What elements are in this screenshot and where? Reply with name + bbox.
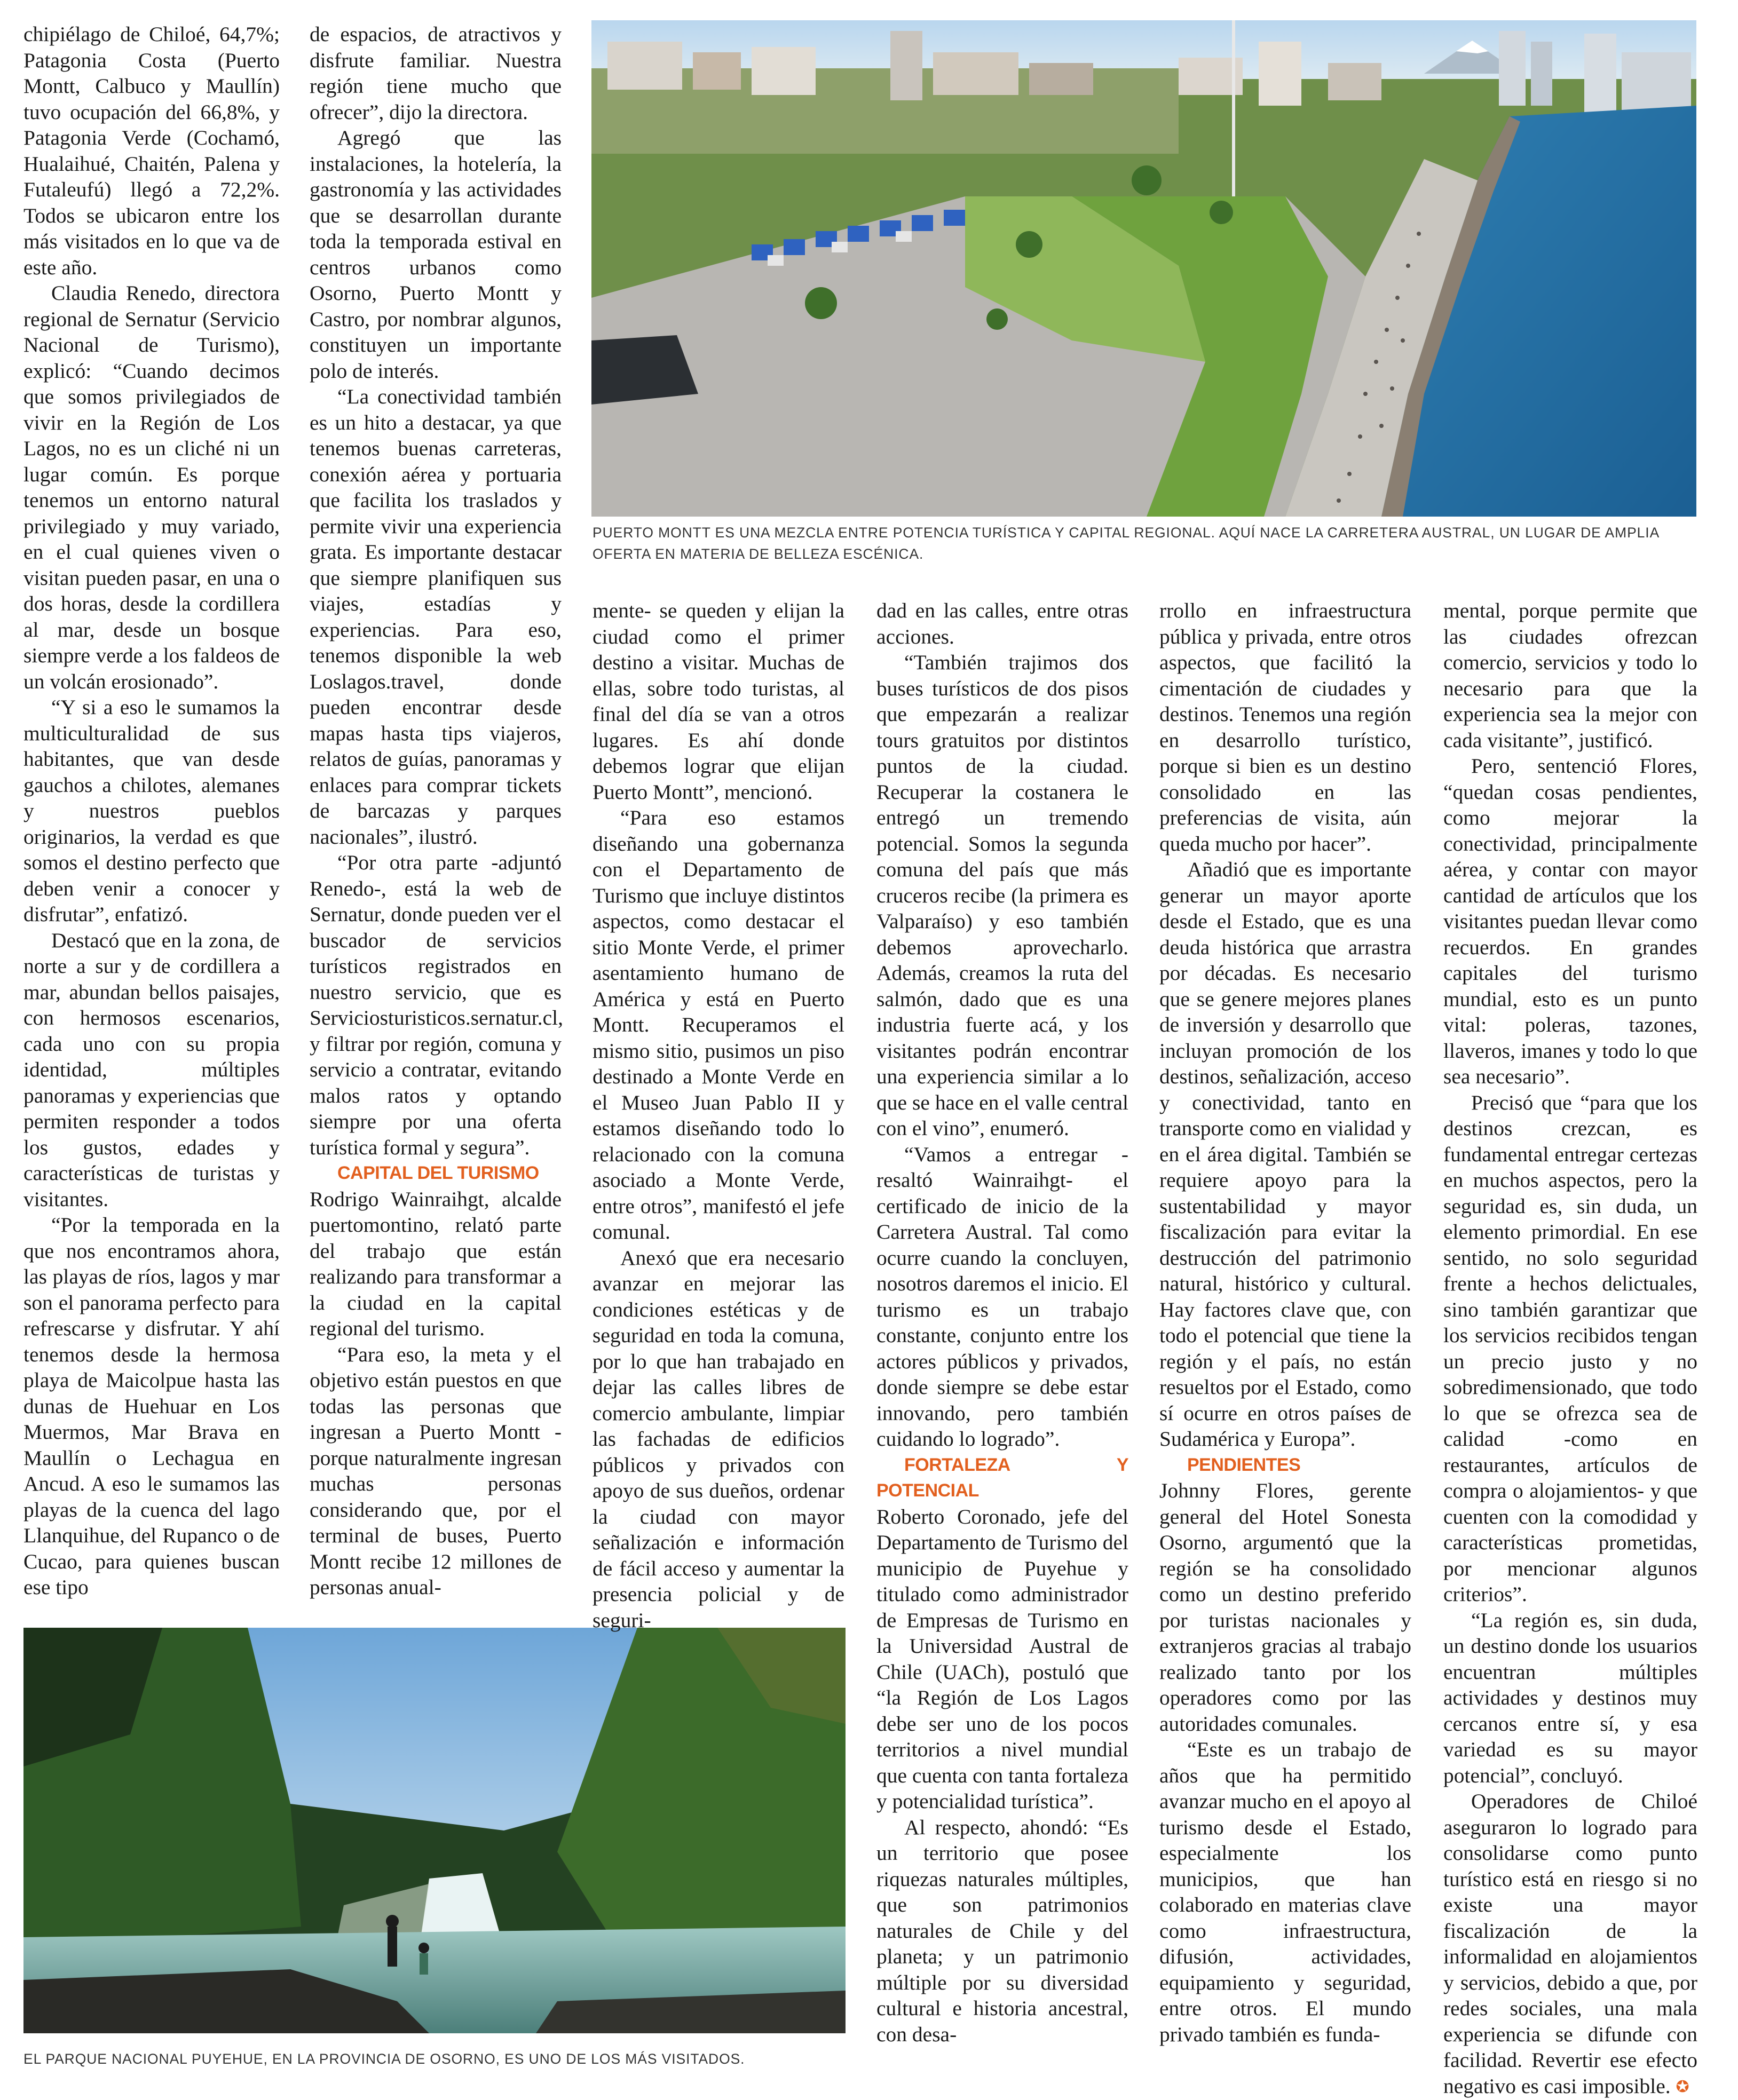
- puyehue-caption: EL PARQUE NACIONAL PUYEHUE, EN LA PROVINCIA DE OSORNO, ES UNO DE LOS MÁS VISITADOS.: [23, 2051, 745, 2067]
- closing-paragraph-text: Operadores de Chiloé aseguraron lo logrado para consolidarse como punto turístico está en riesgo si no existe una mayor fiscalización de la informalidad en alojamientos y servicios, debido a que, por redes sociales, una mala experiencia se difunde con facilidad. Revertir ese efecto negativo es casi imposible.: [1443, 1789, 1697, 2098]
- paragraph: “Por otra parte -adjuntó Renedo-, está la web de Sernatur, donde pueden ver el buscador de servicios turísticos registrados en nuestro servicio, que es Serviciosturisticos.sernatur.cl, y filtrar por región, comuna y servicio a contratar, evitando malos ratos y optando siempre por una oferta turística formal y segura”.: [310, 851, 564, 1159]
- puerto-montt-caption: PUERTO MONTT ES UNA MEZCLA ENTRE POTENCIA TURÍSTICA Y CAPITAL REGIONAL. AQUÍ NACE LA CARRETERA AUSTRAL, UN LUGAR DE AMPLIA OFERTA EN MATERIA DE BELLEZA ESCÉNICA.: [592, 525, 1659, 562]
- paragraph: Johnny Flores, gerente general del Hotel Sonesta Osorno, argumentó que la región se ha consolidado como un destino preferido por turistas nacionales y extranjeros gracias al trabajo realizado tanto por los operadores como por las autoridades comunales.: [1159, 1479, 1411, 1736]
- paragraph: chipiélago de Chiloé, 64,7%; Patagonia Costa (Puerto Montt, Calbuco y Maullín) tuvo ocupación del 66,8%, y Patagonia Verde (Cochamó, Hualaihué, Chaitén, Palena y Futaleufú) llegó a 72,2%. Todos se ubicaron entre los más visitados en lo que va de este año.: [23, 22, 280, 279]
- puyehue-illustration: [23, 1628, 846, 2033]
- paragraph: dad en las calles, entre otras acciones.: [876, 599, 1128, 648]
- paragraph: Rodrigo Wainraihgt, alcalde puertomontino, relató parte del trabajo que están realizando para transformar a la ciudad en la capital regional del turismo.: [310, 1187, 562, 1340]
- paragraph: “Para eso, la meta y el objetivo están puestos en que todas las personas que ingresan a Puerto Montt -porque naturalmente ingresan muchas personas considerando que, por el terminal de buses, Puerto Montt recibe 12 millones de personas anual-: [310, 1342, 562, 1599]
- paragraph: Precisó que “para que los destinos crezcan, es fundamental entregar certezas en muchos aspectos, pero la seguridad es, sin duda, un elemento primordial. En ese sentido, no solo seguridad frente a hechos delictuales, sino también garantizar que los servicios recibidos tengan un precio justo y no sobredimensionado, que todo lo que se ofrezca sea de calidad -como en restaurantes, artículos de compra o alojamientos- y que cuenten con la comodidad y características prometidas, por mencionar algunos criterios”.: [1443, 1090, 1697, 1606]
- column-5: [1159, 598, 1411, 2071]
- paragraph: Al respecto, ahondó: “Es un territorio que posee riquezas naturales múltiples, que son patrimonios naturales de Chile y del planeta; y un patrimonio múltiple por su diversidad cultural e historia ancestral, con desa-: [876, 1815, 1128, 2046]
- paragraph: “Este es un trabajo de años que ha permitido avanzar mucho en el apoyo al turismo desde el Estado, especialmente los municipios, que han colaborado en materias clave como infraestructura, difusión, actividades, equipamiento y seguridad, entre otros. El mundo privado también es funda-: [1159, 1738, 1411, 2046]
- puyehue-photo: [23, 1628, 846, 2033]
- paragraph: “La región es, sin duda, un destino donde los usuarios encuentran múltiples actividades y destinos muy cercanos entre sí, y esa variedad es su mayor potencial”, concluyó.: [1443, 1608, 1697, 1787]
- column-4: [876, 598, 1128, 2071]
- paragraph: [1443, 1788, 1697, 2100]
- paragraph: Roberto Coronado, jefe del Departamento de Turismo del municipio de Puyehue y titulado como administrador de Empresas de Turismo en la Universidad Austral de Chile (UACh), postuló que “la Región de Los Lagos debe ser uno de los pocos territorios a nivel mundial que cuenta con tanta fortaleza y potencialidad turística”.: [876, 1504, 1128, 1813]
- paragraph: mental, porque permite que las ciudades ofrezcan comercio, servicios y todo lo necesario para que la experiencia sea la mejor con cada visitante”, justificó.: [1443, 599, 1697, 752]
- paragraph: Destacó que en la zona, de norte a sur y de cordillera a mar, abundan bellos paisajes, con hermosos escenarios, cada uno con su propia identidad, múltiples panoramas y experiencias que permiten responder a todos los gustos, edades y características de turistas y visitantes.: [23, 928, 280, 1211]
- column-6: [1443, 598, 1697, 2098]
- paragraph: de espacios, de atractivos y disfrute familiar. Nuestra región tiene mucho que ofrecer”, dijo la directora.: [310, 22, 562, 124]
- end-of-article-icon: ✪: [1676, 2078, 1689, 2096]
- subhead-fortaleza-y-potencial: FORTALEZA Y POTENCIAL: [876, 1454, 1128, 1501]
- paragraph: “La conectividad también es un hito a destacar, ya que tenemos buenas carreteras, conexión aérea y portuaria que facilita los traslados y permite vivir una experiencia grata. Es importante destacar que siempre planifiquen sus viajes, estadías y experiencias. Para eso, tenemos disponible la web Loslagos.travel, donde pueden encontrar desde mapas hasta tips viajeros, relatos de guías, panoramas y enlaces para comprar tickets de barcazas y parques nacionales”, ilustró.: [310, 385, 562, 849]
- subhead-capital-del-turismo: CAPITAL DEL TURISMO: [337, 1163, 539, 1183]
- paragraph: “Y si a eso le sumamos la multiculturalidad de sus habitantes, que van desde gauchos a chilotes, alemanes y nuestros pueblos originarios, la verdad es que somos el destino perfecto que deben venir a conocer y disfrutar”, enfatizó.: [23, 695, 280, 926]
- paragraph: Pero, sentenció Flores, “quedan cosas pendientes, como mejorar la conectividad, principalmente aérea, y contar con mayor cantidad de artículos que los visitantes puedan llevar como recuerdos. En grandes capitales del turismo mundial, esto es un punto vital: poleras, tazones, llaveros, imanes y todo lo que sea necesario”.: [1443, 754, 1697, 1088]
- paragraph: rrollo en infraestructura pública y privada, entre otros aspectos, que facilitó la cimentación de ciudades y destinos. Tenemos una región en desarrollo turístico, porque si bien es un destino consolidado en las preferencias de visita, aún queda mucho por hacer”.: [1159, 599, 1411, 855]
- paragraph: “También trajimos dos buses turísticos de dos pisos que empezarán a realizar tours gratuitos por distintos puntos de la ciudad. Recuperar la costanera le entregó un tremendo potencial. Somos la segunda comuna del país que más cruceros recibe (la primera es Valparaíso) y eso también debemos aprovecharlo. Además, creamos la ruta del salmón, dado que es una industria fuerte acá, y los visitantes podrán encontrar una experiencia similar a lo que se hace en el valle central con el vino”, enumeró.: [876, 651, 1128, 1140]
- paragraph: Claudia Renedo, directora regional de Sernatur (Servicio Nacional de Turismo), explicó: “Cuando decimos que somos privilegiados de vivir en la Región de Los Lagos, no es un cliché ni un lugar común. Es porque tenemos un entorno natural privilegiado y muy variado, en el cual quienes viven o visitan pueden pasar, en una o dos horas, desde la cordillera al mar, desde un bosque siempre verde a los faldeos de un volcán erosionado”.: [23, 281, 280, 693]
- paragraph: mente- se queden y elijan la ciudad como el primer destino a visitar. Muchas de ellas, sobre todo turistas, al final del día se van a otros lugares. Es ahí donde debemos lograr que elijan Puerto Montt”, mencionó.: [592, 599, 844, 804]
- paragraph: “Por la temporada en la que nos encontramos ahora, las playas de ríos, lagos y mar son el panorama perfecto para refrescarse y disfrutar. Y ahí tenemos desde la hermosa playa de Maicolpue hasta las dunas de Huehuar en Los Muermos, Mar Brava en Maullín o Lechagua en Ancud. A eso le sumamos las playas de la cuenca del lago Llanquihue, del Rupanco o de Cucao, para quienes buscan ese tipo: [23, 1213, 280, 1599]
- column-3: [592, 598, 844, 1632]
- subhead-pendientes: PENDIENTES: [1187, 1454, 1301, 1475]
- puerto-montt-illustration: [591, 20, 1696, 517]
- puerto-montt-photo: [591, 20, 1696, 517]
- column-2: [310, 21, 562, 1617]
- paragraph: Anexó que era necesario avanzar en mejorar las condiciones estéticas y de seguridad en toda la comuna, por lo que han trabajado en dejar las calles libres de comercio ambulante, limpiar las fachadas de edificios públicos y privados con apoyo de sus dueños, ordenar la ciudad con mayor señalización e información de fácil acceso y aumentar la presencia policial y de seguri-: [592, 1246, 844, 1632]
- paragraph: “Para eso estamos diseñando una gobernanza con el Departamento de Turismo que incluye distintos aspectos, como destacar el sitio Monte Verde, el primer asentamiento humano de América y está en Puerto Montt. Recuperamos el mismo sitio, pusimos un piso destinado a Monte Verde en el Museo Juan Pablo II y estamos diseñando todo lo relacionado con la comuna asociado a Monte Verde, entre otros”, manifestó el jefe comunal.: [592, 806, 844, 1243]
- paragraph: “Vamos a entregar -resaltó Wainraihgt- el certificado de inicio de la Carretera Austral. Tal como ocurre cuando la concluyen, nosotros daremos el inicio. El turismo es un trabajo constante, conjunto entre los actores públicos y privados, donde siempre se debe estar innovando, pero también cuidando lo logrado”.: [876, 1142, 1128, 1451]
- column-1: [23, 21, 280, 1617]
- paragraph: Agregó que las instalaciones, la hotelería, la gastronomía y las actividades que se desarrollan durante toda la temporada estival en centros urbanos como Osorno, Puerto Montt y Castro, por nombrar algunos, constituyen un importante polo de interés.: [310, 126, 562, 383]
- paragraph: Añadió que es importante generar un mayor aporte desde el Estado, que es una deuda histórica que arrastra por décadas. Es necesario que se genere mejores planes de inversión y desarrollo que incluyan promoción de los destinos, señalización, acceso y conectividad, tanto en transporte como en vialidad y en el área digital. También se requiere apoyo para la sustentabilidad y mayor fiscalización para evitar la destrucción del patrimonio natural, histórico y cultural. Hay factores clave que, con todo el potencial que tiene la región y el país, no están resueltos por el Estado, como sí ocurre en otros países de Sudamérica y Europa”.: [1159, 858, 1411, 1451]
